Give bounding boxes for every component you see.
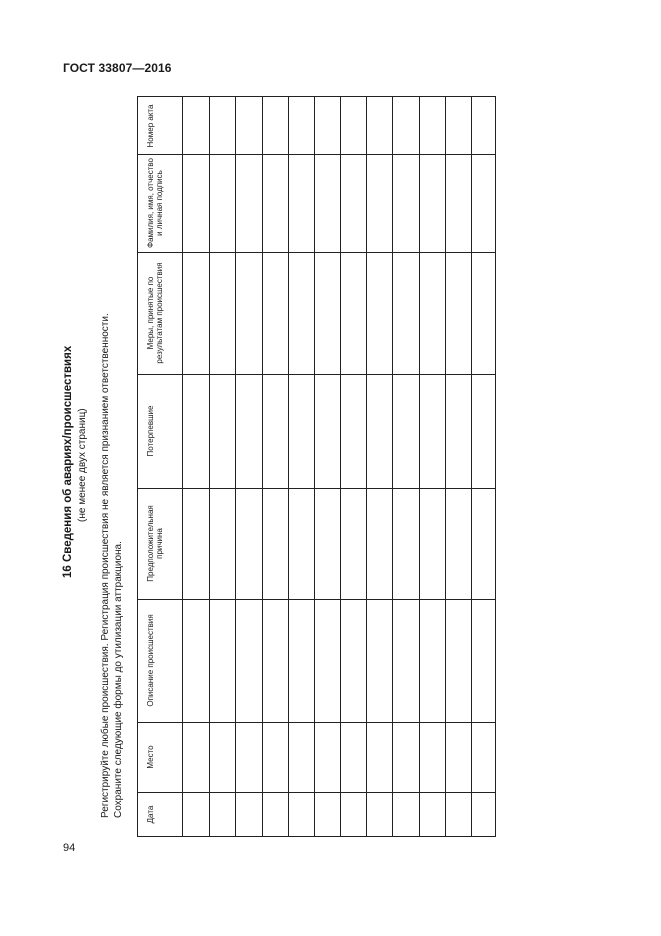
column-header: Потерпевшие — [146, 405, 155, 457]
column-divider — [138, 722, 182, 723]
column-divider — [183, 722, 495, 723]
column-header: Меры, принятые по результатам происшествия — [146, 262, 164, 364]
column-divider — [183, 374, 495, 375]
table-header — [137, 96, 182, 837]
section-title: 16 Сведения об авариях/происшествиях — [62, 345, 74, 578]
column-divider — [138, 154, 182, 155]
column-divider — [183, 488, 495, 489]
column-header: Предположительная причина — [146, 505, 164, 582]
column-divider — [183, 792, 495, 793]
page-number: 94 — [63, 842, 76, 854]
column-divider — [138, 488, 182, 489]
column-header: Дата — [146, 805, 155, 824]
column-header: Номер акта — [146, 104, 155, 148]
table-row — [419, 97, 420, 836]
incident-log-table — [182, 96, 496, 837]
table-row — [392, 97, 393, 836]
instruction-line-1: Регистрируйте любые происшествия. Регистрация происшествия не является признанием ответственности. — [100, 313, 111, 818]
column-header: Описание происшествия — [146, 614, 155, 707]
table-row — [314, 97, 315, 836]
table-row — [471, 97, 472, 836]
section-subtitle: (не менее двух страниц) — [77, 408, 88, 522]
instruction-line-2: Сохраните следующие формы до утилизации аттракциона. — [113, 541, 124, 818]
column-divider — [138, 252, 182, 253]
column-divider — [138, 374, 182, 375]
column-header: Фамилия, имя, отчество и личная подпись — [146, 158, 164, 248]
table-row — [340, 97, 341, 836]
column-header: Место — [146, 745, 155, 769]
table-row — [235, 97, 236, 836]
table-row — [209, 97, 210, 836]
column-divider — [183, 252, 495, 253]
column-divider — [138, 792, 182, 793]
table-row — [262, 97, 263, 836]
document-header: ГОСТ 33807—2016 — [63, 61, 172, 75]
column-divider — [138, 599, 182, 600]
table-row — [288, 97, 289, 836]
column-divider — [183, 154, 495, 155]
column-divider — [183, 599, 495, 600]
table-row — [445, 97, 446, 836]
table-row — [366, 97, 367, 836]
